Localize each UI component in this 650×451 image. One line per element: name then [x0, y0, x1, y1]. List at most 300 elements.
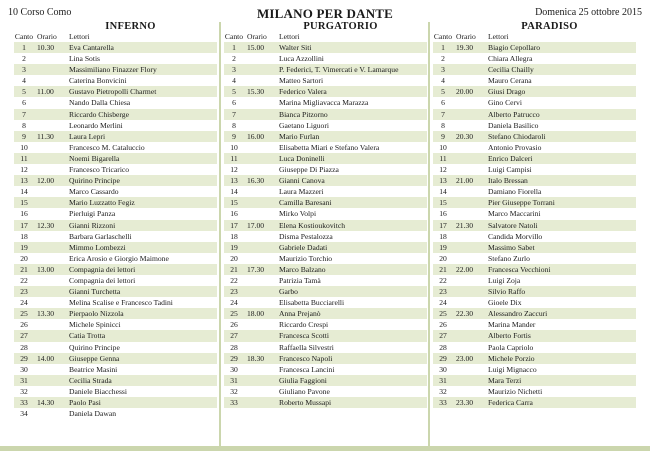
time-slot: 20.30: [456, 131, 474, 141]
header-canto: Canto: [14, 32, 34, 41]
canto-number: 16: [20, 209, 28, 219]
reader-name: Chiara Allegra: [488, 54, 533, 64]
table-row: [224, 275, 427, 286]
table-row: [224, 64, 427, 75]
section-title: PURGATORIO: [303, 21, 378, 32]
canto-number: 27: [230, 331, 238, 341]
reader-name: Marco Cassardo: [69, 187, 119, 197]
canto-number: 21: [20, 264, 28, 274]
reader-name: Pierpaolo Nizzola: [69, 309, 124, 319]
time-slot: 22.30: [456, 309, 474, 319]
reader-name: Maurizio Torchio: [279, 253, 333, 263]
reader-name: Massimiliano Finazzer Flory: [69, 65, 157, 75]
reader-name: Daniela Dawan: [69, 409, 117, 419]
table-row: [14, 75, 217, 86]
reader-name: Cecilia Chailly: [488, 65, 534, 75]
time-slot: 11.30: [37, 131, 54, 141]
table-row: [14, 175, 217, 186]
canto-number: 12: [20, 165, 28, 175]
table-row: [14, 42, 217, 53]
table-row: [14, 319, 217, 330]
table-row: [433, 308, 636, 319]
table-row: [224, 197, 427, 208]
reader-name: Laura Mazzeri: [279, 187, 324, 197]
time-slot: 16.00: [247, 131, 265, 141]
table-row: [224, 319, 427, 330]
reader-name: Francesca Vecchioni: [488, 264, 551, 274]
canto-number: 26: [439, 320, 447, 330]
reader-name: Francesca Lancini: [279, 364, 335, 374]
table-row: [433, 53, 636, 64]
canto-number: 5: [441, 87, 445, 97]
column-headers: [224, 32, 427, 42]
table-row: [14, 253, 217, 264]
reader-name: Pier Giuseppe Torrani: [488, 198, 555, 208]
time-slot: 22.00: [456, 264, 474, 274]
time-slot: 15.00: [247, 43, 265, 52]
reader-name: Roberto Mussapi: [279, 398, 332, 407]
table-row: [433, 364, 636, 375]
reader-name: Patrizia Tamà: [279, 275, 321, 285]
table-row: [224, 297, 427, 308]
table-row: [14, 264, 217, 275]
header-orario: Orario: [37, 32, 57, 41]
canto-number: 24: [230, 298, 238, 308]
header-orario: Orario: [247, 32, 267, 41]
schedule-rows: [224, 42, 427, 408]
time-slot: 12.00: [37, 176, 55, 186]
table-row: [224, 208, 427, 219]
table-row: [224, 97, 427, 108]
table-row: [433, 353, 636, 364]
reader-name: Melina Scalise e Francesco Tadini: [69, 298, 173, 308]
reader-name: Gustavo Pietropolli Charmet: [69, 87, 157, 97]
canto-number: 24: [20, 298, 28, 308]
reader-name: Compagnia dei lettori: [69, 264, 136, 274]
table-row: [224, 142, 427, 153]
reader-name: Michele Porzio: [488, 353, 535, 363]
table-row: [224, 342, 427, 353]
table-row: [224, 120, 427, 131]
reader-name: Alessandro Zaccuri: [488, 309, 548, 319]
reader-name: Paolo Pasi: [69, 398, 101, 407]
canto-number: 10: [20, 142, 28, 152]
table-row: [433, 175, 636, 186]
reader-name: Mimmo Lombezzi: [69, 242, 126, 252]
header-orario: Orario: [456, 32, 476, 41]
canto-number: 27: [439, 331, 447, 341]
canto-number: 31: [439, 375, 447, 385]
reader-name: Cecilia Strada: [69, 375, 112, 385]
time-slot: 11.00: [37, 87, 54, 97]
reader-name: Giusi Drago: [488, 87, 526, 97]
reader-name: Francesco Tricarico: [69, 165, 130, 175]
reader-name: Anna Prejanò: [279, 309, 321, 319]
table-row: [224, 53, 427, 64]
reader-name: Matteo Sartori: [279, 76, 324, 86]
column-headers: [433, 32, 636, 42]
table-row: [14, 120, 217, 131]
table-row: [14, 109, 217, 120]
table-row: [14, 186, 217, 197]
table-row: [14, 197, 217, 208]
table-row: [433, 208, 636, 219]
reader-name: Barbara Garlaschelli: [69, 231, 132, 241]
canto-number: 4: [22, 76, 26, 86]
reader-name: Luigi Zoja: [488, 275, 521, 285]
reader-name: Francesco M. Cataluccio: [69, 142, 145, 152]
table-row: [14, 330, 217, 341]
time-slot: 18.00: [247, 309, 265, 319]
page-title: MILANO PER DANTE: [256, 6, 394, 21]
canto-number: 23: [20, 287, 28, 297]
reader-name: Giuliano Pavone: [279, 386, 330, 396]
table-row: [433, 142, 636, 153]
bottom-band: [0, 446, 650, 451]
table-row: [14, 397, 217, 408]
canto-number: 24: [439, 298, 447, 308]
canto-number: 11: [439, 153, 447, 163]
canto-number: 15: [230, 198, 238, 208]
event-date: Domenica 25 ottobre 2015: [535, 7, 642, 18]
time-slot: 23.00: [456, 353, 474, 363]
table-row: [14, 97, 217, 108]
table-row: [433, 86, 636, 97]
reader-name: Gioele Dix: [488, 298, 522, 308]
canto-number: 11: [20, 153, 28, 163]
reader-name: Gino Cervi: [488, 98, 522, 108]
header-lettori: Lettori: [69, 32, 90, 41]
section-title: PARADISO: [521, 21, 578, 32]
canto-number: 22: [20, 275, 28, 285]
canto-number: 31: [230, 375, 238, 385]
canto-number: 3: [441, 65, 445, 75]
canto-number: 10: [439, 142, 447, 152]
reader-name: Elisabetta Bucciarelli: [279, 298, 345, 308]
table-row: [433, 264, 636, 275]
time-slot: 14.30: [37, 398, 55, 407]
reader-name: Leonardo Merlini: [69, 120, 123, 130]
table-row: [433, 275, 636, 286]
time-slot: 20.00: [456, 87, 474, 97]
table-row: [224, 242, 427, 253]
table-row: [224, 353, 427, 364]
table-row: [14, 220, 217, 231]
canto-number: 33: [439, 398, 447, 407]
canto-number: 13: [20, 176, 28, 186]
canto-number: 18: [439, 231, 447, 241]
table-row: [433, 42, 636, 53]
reader-name: Gianni Canova: [279, 176, 325, 186]
reader-name: Gianni Turchetta: [69, 287, 121, 297]
reader-name: Quirino Principe: [69, 342, 120, 352]
column-divider: [219, 22, 221, 446]
table-row: [433, 297, 636, 308]
canto-number: 14: [439, 187, 447, 197]
canto-number: 20: [230, 253, 238, 263]
reader-name: Francesca Scotti: [279, 331, 329, 341]
table-row: [14, 364, 217, 375]
canto-number: 7: [22, 109, 26, 119]
table-row: [14, 231, 217, 242]
canto-number: 15: [20, 198, 28, 208]
canto-number: 14: [230, 187, 238, 197]
canto-number: 26: [20, 320, 28, 330]
canto-number: 17: [439, 220, 447, 230]
reader-name: Nando Dalla Chiesa: [69, 98, 131, 108]
table-row: [224, 109, 427, 120]
reader-name: Noemi Bigarella: [69, 153, 120, 163]
table-row: [433, 186, 636, 197]
table-row: [433, 164, 636, 175]
reader-name: Massimo Sabet: [488, 242, 535, 252]
canto-number: 7: [232, 109, 236, 119]
table-row: [433, 153, 636, 164]
canto-number: 8: [441, 120, 445, 130]
table-row: [224, 131, 427, 142]
table-row: [224, 75, 427, 86]
canto-number: 28: [439, 342, 447, 352]
canto-number: 6: [232, 98, 236, 108]
canto-number: 30: [20, 364, 28, 374]
canto-number: 25: [230, 309, 238, 319]
canto-number: 9: [232, 131, 236, 141]
reader-name: Gianni Rizzoni: [69, 220, 116, 230]
time-slot: 10.30: [37, 43, 55, 52]
table-row: [433, 397, 636, 408]
reader-name: Antonio Provasio: [488, 142, 542, 152]
reader-name: Giuseppe Genna: [69, 353, 120, 363]
reader-name: Italo Bressan: [488, 176, 528, 186]
canto-number: 2: [232, 54, 236, 64]
canto-number: 22: [439, 275, 447, 285]
table-row: [433, 120, 636, 131]
canto-number: 30: [439, 364, 447, 374]
canto-number: 2: [441, 54, 445, 64]
canto-number: 12: [230, 165, 238, 175]
reader-name: Lina Sotis: [69, 54, 101, 64]
reader-name: Biagio Cepollaro: [488, 43, 541, 52]
table-row: [224, 375, 427, 386]
canto-number: 33: [20, 398, 28, 407]
table-row: [224, 364, 427, 375]
canto-number: 8: [232, 120, 236, 130]
table-row: [433, 75, 636, 86]
time-slot: 17.30: [247, 264, 265, 274]
reader-name: Eva Cantarella: [69, 43, 114, 52]
reader-name: Riccardo Crespi: [279, 320, 329, 330]
table-row: [224, 286, 427, 297]
header-lettori: Lettori: [488, 32, 509, 41]
table-row: [433, 342, 636, 353]
canto-number: 28: [20, 342, 28, 352]
table-row: [433, 286, 636, 297]
table-row: [14, 286, 217, 297]
table-row: [14, 53, 217, 64]
table-row: [14, 153, 217, 164]
reader-name: Daniela Basilico: [488, 120, 539, 130]
reader-name: Compagnia dei lettori: [69, 275, 136, 285]
table-row: [224, 308, 427, 319]
reader-name: Gabriele Dadati: [279, 242, 328, 252]
reader-name: Paola Capriolo: [488, 342, 534, 352]
canto-number: 32: [20, 386, 28, 396]
reader-name: Quirino Principe: [69, 176, 120, 186]
reader-name: Federica Carra: [488, 398, 533, 407]
table-row: [433, 197, 636, 208]
reader-name: Maurizio Nichetti: [488, 386, 543, 396]
table-row: [433, 253, 636, 264]
table-row: [224, 231, 427, 242]
reader-name: Gaetano Liguori: [279, 120, 329, 130]
time-slot: 16.30: [247, 176, 265, 186]
time-slot: 23.30: [456, 398, 474, 407]
table-row: [14, 86, 217, 97]
table-row: [224, 175, 427, 186]
table-row: [14, 408, 217, 419]
canto-number: 3: [232, 65, 236, 75]
table-row: [433, 109, 636, 120]
time-slot: 12.30: [37, 220, 55, 230]
time-slot: 21.30: [456, 220, 474, 230]
canto-number: 19: [439, 242, 447, 252]
table-row: [14, 275, 217, 286]
table-row: [14, 386, 217, 397]
reader-name: Enrico Dalceri: [488, 153, 533, 163]
reader-name: Marina Migliavacca Marazza: [279, 98, 369, 108]
canto-number: 9: [441, 131, 445, 141]
reader-name: P. Federici, T. Vimercati e V. Lamarque: [279, 65, 399, 75]
reader-name: Mirko Volpi: [279, 209, 317, 219]
reader-name: Elena Kostioukovitch: [279, 220, 346, 230]
time-slot: 15.30: [247, 87, 265, 97]
reader-name: Federico Valera: [279, 87, 327, 97]
reader-name: Giulia Faggioni: [279, 375, 327, 385]
canto-number: 34: [20, 409, 28, 419]
reader-name: Francesco Napoli: [279, 353, 333, 363]
canto-number: 16: [230, 209, 238, 219]
table-row: [433, 220, 636, 231]
table-row: [224, 264, 427, 275]
time-slot: 21.00: [456, 176, 474, 186]
canto-number: 27: [20, 331, 28, 341]
canto-number: 25: [20, 309, 28, 319]
time-slot: 17.00: [247, 220, 265, 230]
canto-number: 25: [439, 309, 447, 319]
schedule-rows: [433, 42, 636, 408]
canto-number: 12: [439, 165, 447, 175]
section-title: INFERNO: [105, 21, 156, 32]
table-row: [433, 319, 636, 330]
reader-name: Caterina Bonvicini: [69, 76, 127, 86]
reader-name: Pierluigi Panza: [69, 209, 116, 219]
reader-name: Mario Luzzatto Fegiz: [69, 198, 135, 208]
reader-name: Erica Arosio e Giorgio Maimone: [69, 253, 169, 263]
reader-name: Raffaella Silvestri: [279, 342, 334, 352]
canto-number: 20: [439, 253, 447, 263]
reader-name: Bianca Pitzorno: [279, 109, 328, 119]
table-row: [433, 97, 636, 108]
reader-name: Marina Mander: [488, 320, 536, 330]
table-row: [224, 186, 427, 197]
canto-number: 29: [230, 353, 238, 363]
canto-number: 23: [439, 287, 447, 297]
reader-name: Salvatore Natoli: [488, 220, 538, 230]
table-row: [14, 164, 217, 175]
reader-name: Luca Doninelli: [279, 153, 325, 163]
reader-name: Mario Furlan: [279, 131, 320, 141]
reader-name: Disma Pestalozza: [279, 231, 333, 241]
table-row: [224, 42, 427, 53]
table-row: [14, 64, 217, 75]
table-row: [224, 86, 427, 97]
canto-number: 7: [441, 109, 445, 119]
table-row: [14, 308, 217, 319]
table-row: [433, 375, 636, 386]
section-paradiso: [433, 22, 636, 408]
canto-number: 21: [230, 264, 238, 274]
table-row: [14, 131, 217, 142]
reader-name: Giuseppe Di Piazza: [279, 165, 339, 175]
table-row: [224, 386, 427, 397]
table-row: [14, 375, 217, 386]
canto-number: 19: [230, 242, 238, 252]
reader-name: Walter Siti: [279, 43, 312, 52]
canto-number: 9: [22, 131, 26, 141]
canto-number: 28: [230, 342, 238, 352]
canto-number: 29: [439, 353, 447, 363]
table-row: [224, 397, 427, 408]
reader-name: Damiano Fiorella: [488, 187, 542, 197]
table-row: [14, 142, 217, 153]
header-canto: Canto: [433, 32, 453, 41]
canto-number: 1: [441, 43, 445, 52]
canto-number: 31: [20, 375, 28, 385]
canto-number: 32: [230, 386, 238, 396]
canto-number: 5: [232, 87, 236, 97]
reader-name: Stefano Chiodaroli: [488, 131, 546, 141]
table-row: [224, 253, 427, 264]
canto-number: 8: [22, 120, 26, 130]
venue-label: 10 Corso Como: [8, 7, 72, 18]
canto-number: 26: [230, 320, 238, 330]
section-purgatorio: [224, 22, 427, 408]
canto-number: 6: [22, 98, 26, 108]
reader-name: Marco Maccarini: [488, 209, 541, 219]
canto-number: 16: [439, 209, 447, 219]
reader-name: Alberto Patrucco: [488, 109, 540, 119]
reader-name: Catia Trotta: [69, 331, 106, 341]
reader-name: Riccardo Chisberge: [69, 109, 129, 119]
canto-number: 17: [20, 220, 28, 230]
canto-number: 30: [230, 364, 238, 374]
column-headers: [14, 32, 217, 42]
reader-name: Stefano Zurlo: [488, 253, 530, 263]
canto-number: 13: [439, 176, 447, 186]
canto-number: 15: [439, 198, 447, 208]
time-slot: 18.30: [247, 353, 265, 363]
table-row: [14, 208, 217, 219]
table-row: [433, 131, 636, 142]
table-row: [14, 353, 217, 364]
time-slot: 19.30: [456, 43, 474, 52]
canto-number: 22: [230, 275, 238, 285]
reader-name: Beatrice Masini: [69, 364, 118, 374]
reader-name: Candida Morvillo: [488, 231, 543, 241]
reader-name: Alberto Fortis: [488, 331, 531, 341]
table-row: [433, 242, 636, 253]
canto-number: 32: [439, 386, 447, 396]
